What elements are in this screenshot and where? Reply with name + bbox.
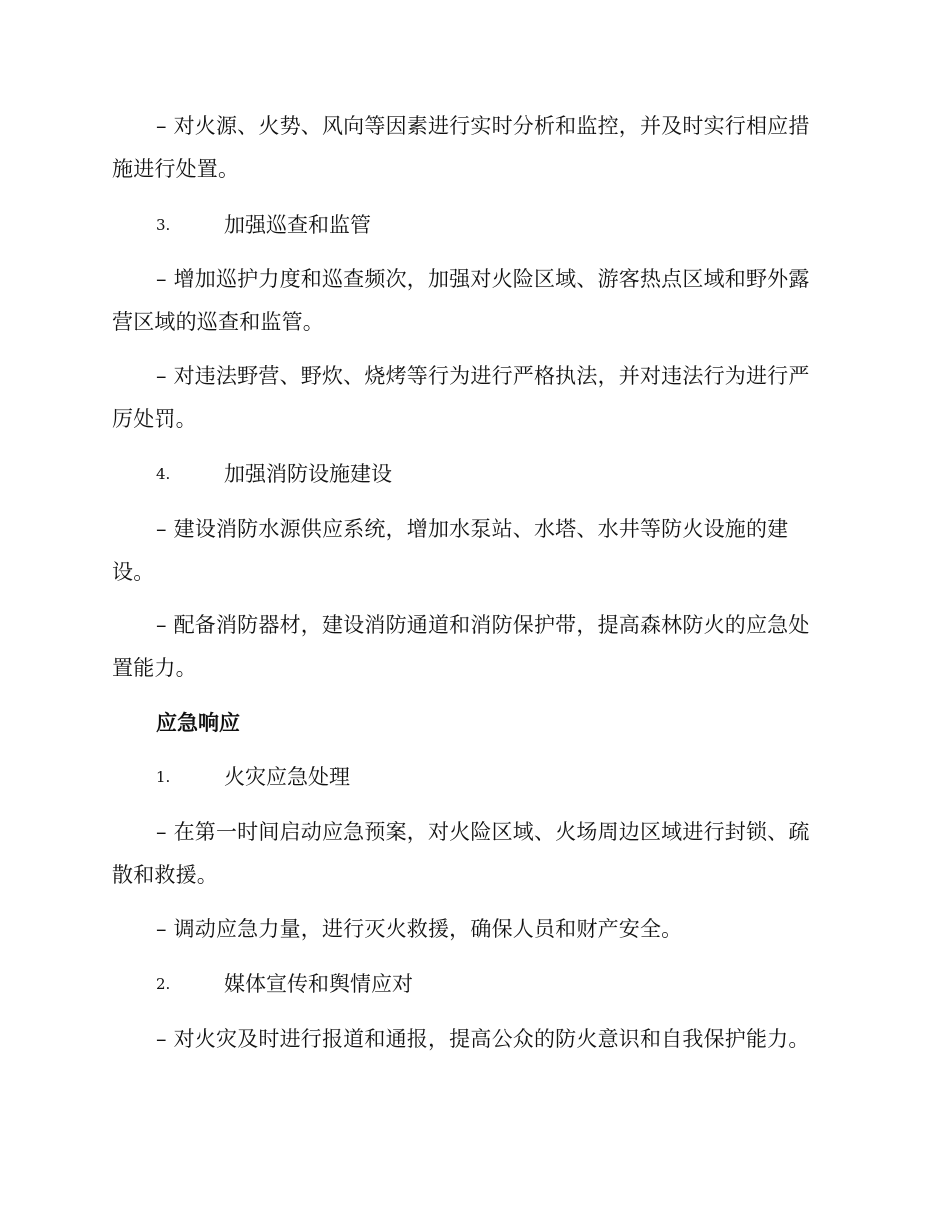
- list-number: 2.: [156, 975, 171, 993]
- paragraph: – 对违法野营、野炊、烧烤等行为进行严格执法，并对违法行为进行严厉处罚。: [112, 364, 810, 431]
- list-number: 1.: [156, 768, 171, 786]
- list-number: 3.: [156, 216, 171, 234]
- paragraph: – 增加巡护力度和巡查频次，加强对火险区域、游客热点区域和野外露营区域的巡查和监管。: [112, 267, 810, 334]
- list-item: [156, 969, 413, 999]
- paragraph: – 配备消防器材，建设消防通道和消防保护带，提高森林防火的应急处置能力。: [112, 613, 810, 680]
- paragraph: – 调动应急力量，进行灭火救援，确保人员和财产安全。: [156, 917, 683, 941]
- paragraph: – 对火源、火势、风向等因素进行实时分析和监控，并及时实行相应措施进行处置。: [112, 114, 810, 181]
- list-item-title: 火灾应急处理: [224, 765, 350, 789]
- list-item: [156, 762, 350, 792]
- list-item-title: 加强消防设施建设: [224, 462, 392, 486]
- list-item: [156, 459, 392, 489]
- list-item-title: 加强巡查和监管: [224, 213, 371, 237]
- list-item-title: 媒体宣传和舆情应对: [224, 972, 413, 996]
- paragraph: – 建设消防水源供应系统，增加水泵站、水塔、水井等防火设施的建设。: [112, 517, 789, 584]
- section-heading: 应急响应: [156, 710, 240, 735]
- paragraph: – 对火灾及时进行报道和通报，提高公众的防火意识和自我保护能力。: [156, 1027, 810, 1051]
- list-item: [156, 210, 371, 240]
- list-number: 4.: [156, 465, 171, 483]
- paragraph: – 在第一时间启动应急预案，对火险区域、火场周边区域进行封锁、疏散和救援。: [112, 820, 810, 887]
